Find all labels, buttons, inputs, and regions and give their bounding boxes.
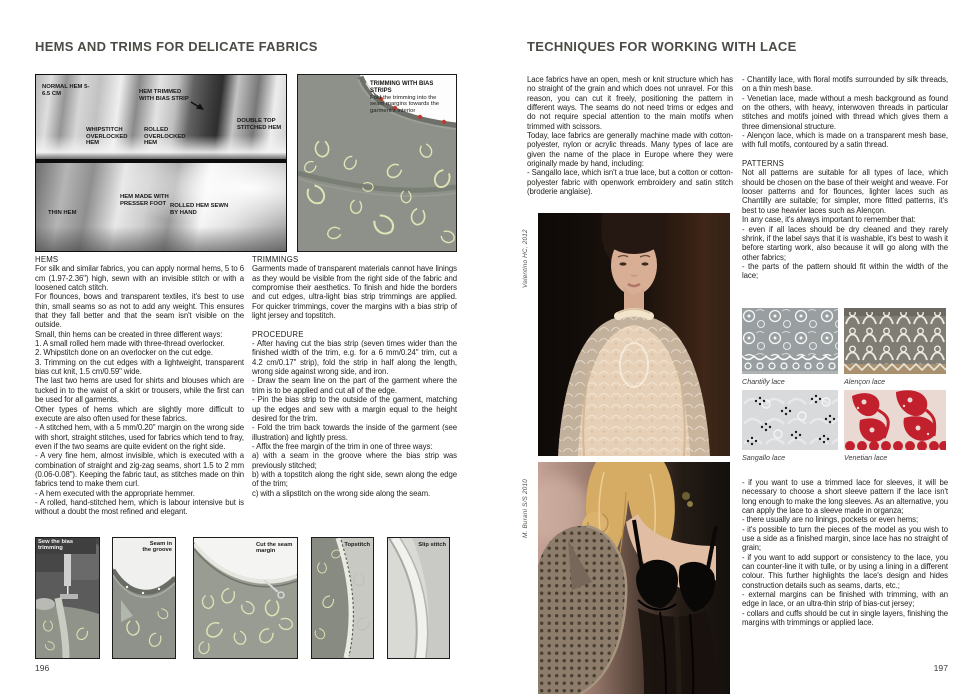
paragraph: - if you want to use a trimmed lace for sleeves, it will be necessary to choose a short sleeve pattern if the lace isn't long enough to make the long sleeves. As an alternative, you can apply the lace to a sleeve made in organza; (742, 478, 948, 516)
left-page-title: HEMS AND TRIMS FOR DELICATE FABRICS (35, 39, 318, 54)
paragraph: 1. A small rolled hem made with three-thread overlocker. (35, 339, 225, 349)
step-image-topstitch (311, 537, 374, 659)
hem-types-photo-bottom (36, 163, 286, 251)
swatch-venetian (844, 390, 946, 450)
swatch-caption: Venetian lace (844, 453, 888, 462)
photo-credit: Valentino HC, 2012 (522, 229, 529, 288)
paragraph: - A very fine hem, almost invisible, which is executed with a combination of straight and zig-zag seams, short 1.5 to 2 mm (0.06-0.08"). Keeping the fabric taut, as stitches made on thin fabrics tend to make them curl. (35, 451, 244, 489)
paragraph: - there usually are no linings, pockets or even hems; (742, 515, 919, 525)
paragraph: For flounces, bows and transparent textiles, it's best to use thin, small seams so as not to add any weight. This ensures that they fall better and that the seam isn't visible on the outside. (35, 292, 244, 330)
figure-label-body: Fold the trimming into the seam margins towards the garment's interior (370, 94, 440, 114)
step-caption: Sew the bias trimming (36, 538, 96, 554)
paragraph: Lace fabrics have an open, mesh or knit structure which has no straight of the grain and which does not unravel. For this reason, you can cut it freely, positioning the pattern in different ways. The seams do not need trims or edges and do not require special attention to the main motifs when trimmed with scissors. (527, 75, 733, 131)
right-page-number: 197 (933, 663, 948, 673)
paragraph: The last two hems are used for shirts and blouses which are tucked in to the waist of a skirt or trousers, while the first can be used for all garments. (35, 376, 244, 405)
paragraph: b) with a topstitch along the right side, sewn along the edge of the trim; (252, 469, 457, 489)
step-caption: Topstitch (344, 542, 370, 548)
hem-label: WHIPSTITCH OVERLOCKED HEM (86, 127, 128, 147)
swatch-alencon (844, 308, 946, 374)
paragraph: Today, lace fabrics are generally machine made with cotton-polyester, nylon or acrylic threads. Many types of lace are given the name of the place in Europe where they were originally made by hand, including: (527, 131, 733, 169)
paragraph: Not all patterns are suitable for all types of lace, which should be chosen on the base of their weight and weave. For looser patterns and for flounces, lighter laces such as Chantilly are suitable; for simpler, more fitted patterns, it's best to use heavier laces such as Alençon. (742, 168, 948, 215)
paragraph: - A hem executed with the appropriate hemmer. (35, 488, 195, 498)
swatch-caption: Alençon lace (844, 377, 886, 386)
paragraph: In any case, it's always important to remember that: (742, 215, 916, 225)
section-lace-notes (742, 478, 948, 658)
paragraph: - Chantilly lace, with floral motifs surrounded by silk threads, on a thin mesh base. (742, 75, 948, 94)
runway-photo-valentino (538, 213, 730, 456)
step-image-cut-margin (193, 537, 298, 659)
swatch-caption: Chantilly lace (742, 377, 785, 386)
paragraph: - the parts of the pattern should fit within the width of the lace; (742, 261, 948, 281)
right-page-title: TECHNIQUES FOR WORKING WITH LACE (527, 39, 797, 54)
hems-heading: HEMS (35, 255, 59, 264)
paragraph: - Draw the seam line on the part of the garment where the trim is to be applied and cut all of the edge. (252, 376, 457, 395)
step-image-sew-bias (35, 537, 100, 659)
paragraph: Small, thin hems can be created in three different ways: (35, 329, 223, 339)
paragraph: For silk and similar fabrics, you can apply normal hems, 5 to 6 cm (1.97-2.36") high, sewn with an invisible stitch or with a loosened catch stitch. (35, 264, 244, 293)
hem-label: ROLLED HEM SEWN BY HAND (170, 203, 229, 216)
paragraph: - Sangallo lace, which isn't a true lace, but a cotton or cotton-polyester fabric with openwork embroidery and satin stitch (broderie anglaise). (527, 168, 733, 197)
trimmings-heading: TRIMMINGS (252, 255, 299, 264)
procedure-heading: PROCEDURE (252, 329, 304, 339)
paragraph: Other types of hems which are slightly more difficult to execute are also often used for these fabrics. (35, 404, 244, 423)
paragraph: - Venetian lace, made without a mesh background as found on the others, with heavy, interwoven threads in particular stitches and motifs joined with thread which gives them a three dimensional structure. (742, 93, 948, 131)
step-caption: Seam in the groove (142, 541, 172, 554)
paragraph: - A rolled, hand-stitched hem, which is labour intensive but is without a doubt the most refined and elegant. (35, 497, 244, 517)
left-page-number: 196 (35, 663, 50, 673)
paragraph: - collars and cuffs should be cut in single layers, finishing the margins with trimmings or applied lace. (742, 608, 948, 628)
paragraph: - external margins can be finished with trimming, with an edge in lace, or an ultra-thin strip of bias-cut jersey; (742, 590, 948, 609)
patterns-heading: PATTERNS (742, 159, 785, 169)
section-lace-types-patterns (742, 75, 948, 297)
hem-label: HEM TRIMMED WITH BIAS STRIP (139, 89, 189, 102)
paragraph: a) with a seam in the groove where the bias strip was previously stitched; (252, 451, 457, 470)
figure-label-title: TRIMMING WITH BIAS STRIPS (370, 81, 434, 94)
bias-trim-figure (297, 74, 457, 252)
paragraph: 2. Whipstitch done on an overlocker on the cut edge. (35, 348, 213, 358)
paragraph: Garments made of transparent materials cannot have linings as they would be visible from the right side of the fabric and compromise their aesthetics. To finish and hide the borders and cut edges, ultra-light bias strip trimmings are applied. For quicker trimmings, cover the margins with a bias strip of light jersey and topstitch. (252, 264, 457, 321)
hem-label: NORMAL HEM 5-6.5 CM (42, 84, 90, 97)
paragraph: - After having cut the bias strip (seven times wider than the finished width of the trim, e.g. for a 6 mm/0.24" trim, cut a 4.2 cm/0.17" strip), fold the strip in half along the length, wrong side against wrong side, and iron. (252, 339, 457, 377)
pointer-arrow-icon (190, 99, 206, 117)
hem-label: DOUBLE TOP STITCHED HEM (237, 118, 282, 131)
step-caption: Cut the seam margin (256, 542, 293, 555)
paragraph: c) with a slipstitch on the wrong side along the seam. (252, 488, 431, 498)
paragraph: - Pin the bias strip to the outside of the garment, matching up the edges and sew with a margin equal to the height desired for the trim. (252, 395, 457, 423)
step-image-slipstitch (387, 537, 450, 659)
paragraph: - A stitched hem, with a 5 mm/0.20" margin on the wrong side with short, straight stitches, used for fabrics which tend to fray, even if the two seams are quite evident on the right side. (35, 423, 244, 451)
paragraph: - Fold the trim back towards the inside of the garment (see illustration) and lightly press. (252, 423, 457, 442)
step-caption: Slip stitch (418, 542, 446, 548)
hem-label: HEM MADE WITH PRESSER FOOT (120, 194, 169, 207)
paragraph: - if you want to add support or consistency to the lace, you can counter-line it with tulle, or by using a lining in a different colour. This further highlights the lace's design and hides construction details such as seams, darts, etc.; (742, 552, 948, 590)
photo-credit: M. Burani S/S 2010 (522, 478, 529, 538)
hem-types-figure (35, 74, 287, 252)
hem-types-photo-top (36, 75, 286, 159)
step-image-seam-groove (112, 537, 176, 659)
swatch-chantilly (742, 308, 838, 374)
section-trimmings-procedure (252, 255, 457, 537)
swatch-sangallo (742, 390, 838, 450)
swatch-caption: Sangallo lace (742, 453, 786, 462)
paragraph: - even if all laces should be dry cleaned and they rarely shrink, if the label says that it is washable, it's best to wash it before starting work, also because it will go along with the other fabrics; (742, 224, 948, 262)
paragraph: 3. Trimming on the cut edges with a lightweight, transparent bias cut knit, 1.5 cm/0.59" wide. (35, 357, 244, 377)
paragraph: - it's possible to turn the pieces of the model as you wish to use a side as a finished margin, since lace has no straight of grain; (742, 524, 948, 553)
paragraph: - Affix the free margin of the trim in one of three ways: (252, 441, 433, 451)
bias-trim-figure-label (370, 81, 452, 114)
paragraph: - Alençon lace, which is made on a transparent mesh base, with full motifs, contoured by a satin thread. (742, 131, 948, 150)
runway-photo-burani (538, 462, 730, 694)
hem-label: ROLLED OVERLOCKED HEM (144, 127, 186, 147)
hem-label: THIN HEM (48, 210, 77, 216)
section-hems (35, 255, 244, 537)
section-lace-intro (527, 75, 733, 211)
